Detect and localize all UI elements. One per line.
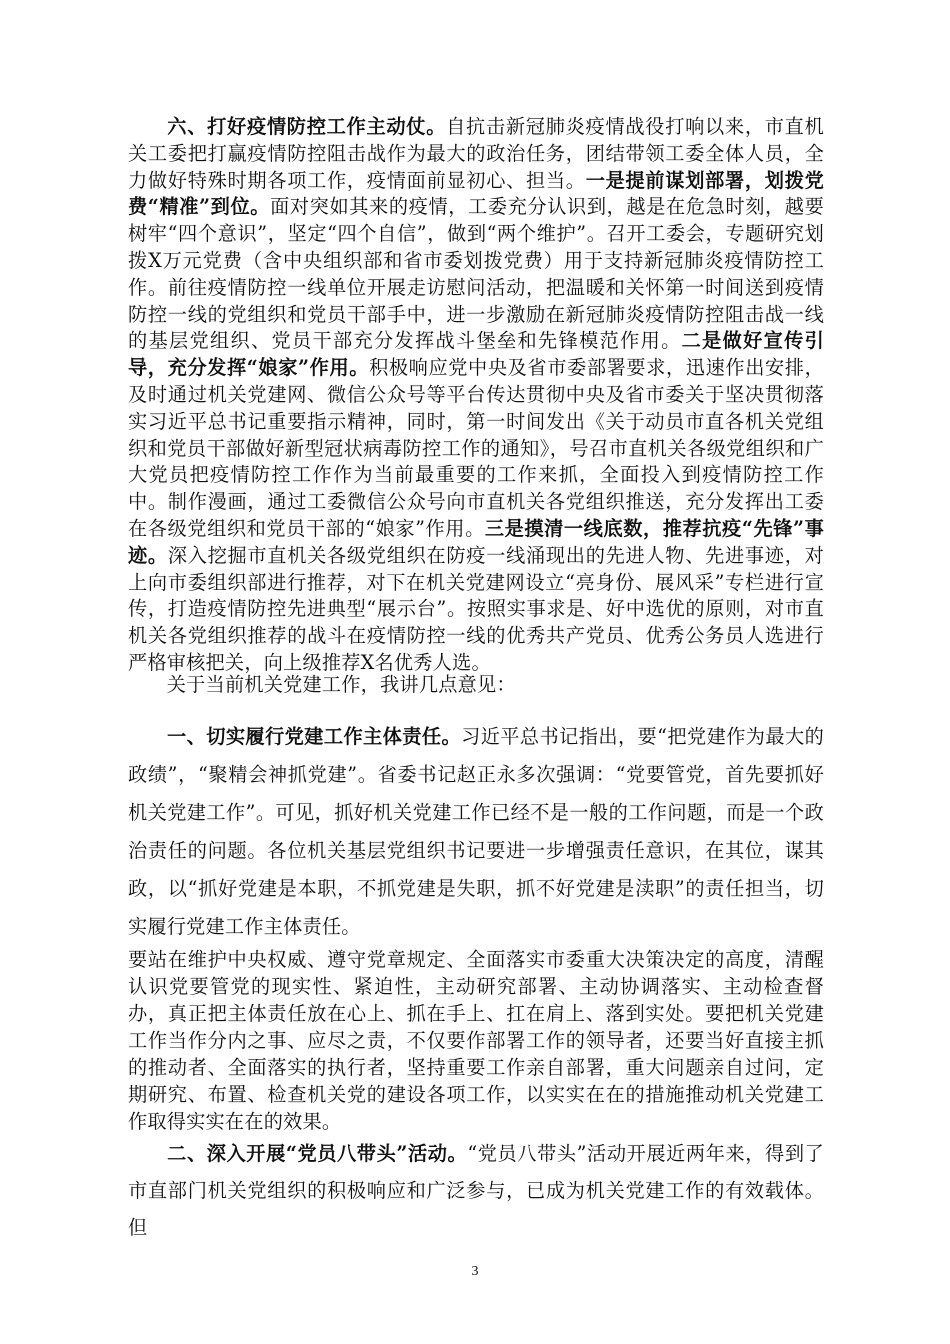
section-heading-6: 六、打好疫情防控工作主动仗。 (166, 115, 447, 138)
body-text: 习近平总书记指出，要“把党建作为最大的政绩”，“聚精会神抓党建”。省委书记赵正永多次强调：“党要管党，首先要抓好机关党建工作”。可见，抓好机关党建工作已经不是一般的工作问题，而是一个政治责任的问题。各位机关基层党组织书记要进一步增强责任意识，在其位，谋其政，以“抓好党建是本职，不抓党建是失职，抓不好党建是渎职”的责任担当，切实履行党建工作主体责任。 (128, 725, 825, 938)
section-heading-1: 一、切实履行党建工作主体责任。 (166, 725, 462, 748)
body-text: 自抗击新冠肺炎疫情战役打响以来，市直机关工委把打赢疫情防控阻击战作为最大的政治任务，团结带领工委全体人员，全力做好特殊时期各项工作，疫情面前显初心、担当。 (128, 115, 824, 192)
paragraph-party-members (128, 1135, 824, 1246)
body-text: 深入挖掘市直机关各级党组织在防疫一线涌现出的先进人物、先进事迹，对上向市委组织部进行推荐，对下在机关党建网设立“亮身份、展风采”专栏进行宣传，打造疫情防控先进典型“展示台”。按照实事求是、好中选优的原则，对市直机关各党组织推荐的战斗在疫情防控一线的优秀共产党员、优秀公务员人选进行严格审核把关，向上级推荐X名优秀人选。 (128, 543, 824, 674)
paragraph-epidemic-control (128, 114, 824, 677)
body-text: 要站在维护中央权威、遵守党章规定、全面落实市委重大决策决定的高度，清醒认识党要管党的现实性、紧迫性，主动研究部署、主动协调落实、主动检查督办，真正把主体责任放在心上、抓在手上、扛在肩上、落到实处。要把机关党建工作当作分内之事、应尽之责，不仅要作部署工作的领导者，还要当好直接主抓的推动者、全面落实的执行者，坚持重要工作亲自部署，重大问题亲自过问，定期研究、布置、检查机关党的建设各项工作，以实实在在的措施推动机关党建工作取得实实在在的效果。 (128, 948, 824, 1133)
bold-point-2: 二是做好宣传引导，充分发挥“娘家”作用。 (128, 329, 824, 380)
paragraph-responsibility (128, 718, 824, 1135)
bold-point-1: 一是提前谋划部署，划拨党费“精准”到位。 (128, 168, 824, 219)
page-number: 3 (471, 1264, 479, 1279)
body-text: 关于当前机关党建工作，我讲几点意见： (166, 673, 516, 696)
body-text: “党员八带头”活动开展近两年来，得到了市直部门机关党组织的积极响应和广泛参与，已成为机关党建工作的有效载体。但 (128, 1142, 824, 1239)
paragraph-intro-opinions (128, 672, 824, 698)
bold-point-3: 三是摸清一线底数，推荐抗疫“先锋”事迹。 (128, 516, 824, 567)
section-heading-2: 二、深入开展“党员八带头”活动。 (166, 1142, 468, 1165)
body-text: 积极响应党中央及省市委部署要求，迅速作出安排，及时通过机关党建网、微信公众号等平台传达贯彻中央及省市委关于坚决贯彻落实习近平总书记重要指示精神，同时，第一时间发出《关于动员市直各机关党组织和党员干部做好新型冠状病毒防控工作的通知》，号召市直机关各级党组织和广大党员把疫情防控工作作为当前最重要的工作来抓，全面投入到疫情防控工作中。制作漫画，通过工委微信公众号向市直机关各党组织推送，充分发挥出工委在各级党组织和党员干部的“娘家”作用。 (128, 356, 824, 540)
body-text: 面对突如其来的疫情，工委充分认识到，越是在危急时刻，越要树牢“四个意识”，坚定“四个自信”，做到“两个维护”。召开工委会，专题研究划拨X万元党费（含中央组织部和省市委划拨党费）用于支持新冠肺炎疫情防控工作。前往疫情防控一线单位开展走访慰问活动，把温暖和关怀第一时间送到疫情防控一线的党组织和党员干部手中，进一步激励在新冠肺炎疫情防控阻击战一线的基层党组织、党员干部充分发挥战斗堡垒和先锋模范作用。 (128, 195, 824, 353)
